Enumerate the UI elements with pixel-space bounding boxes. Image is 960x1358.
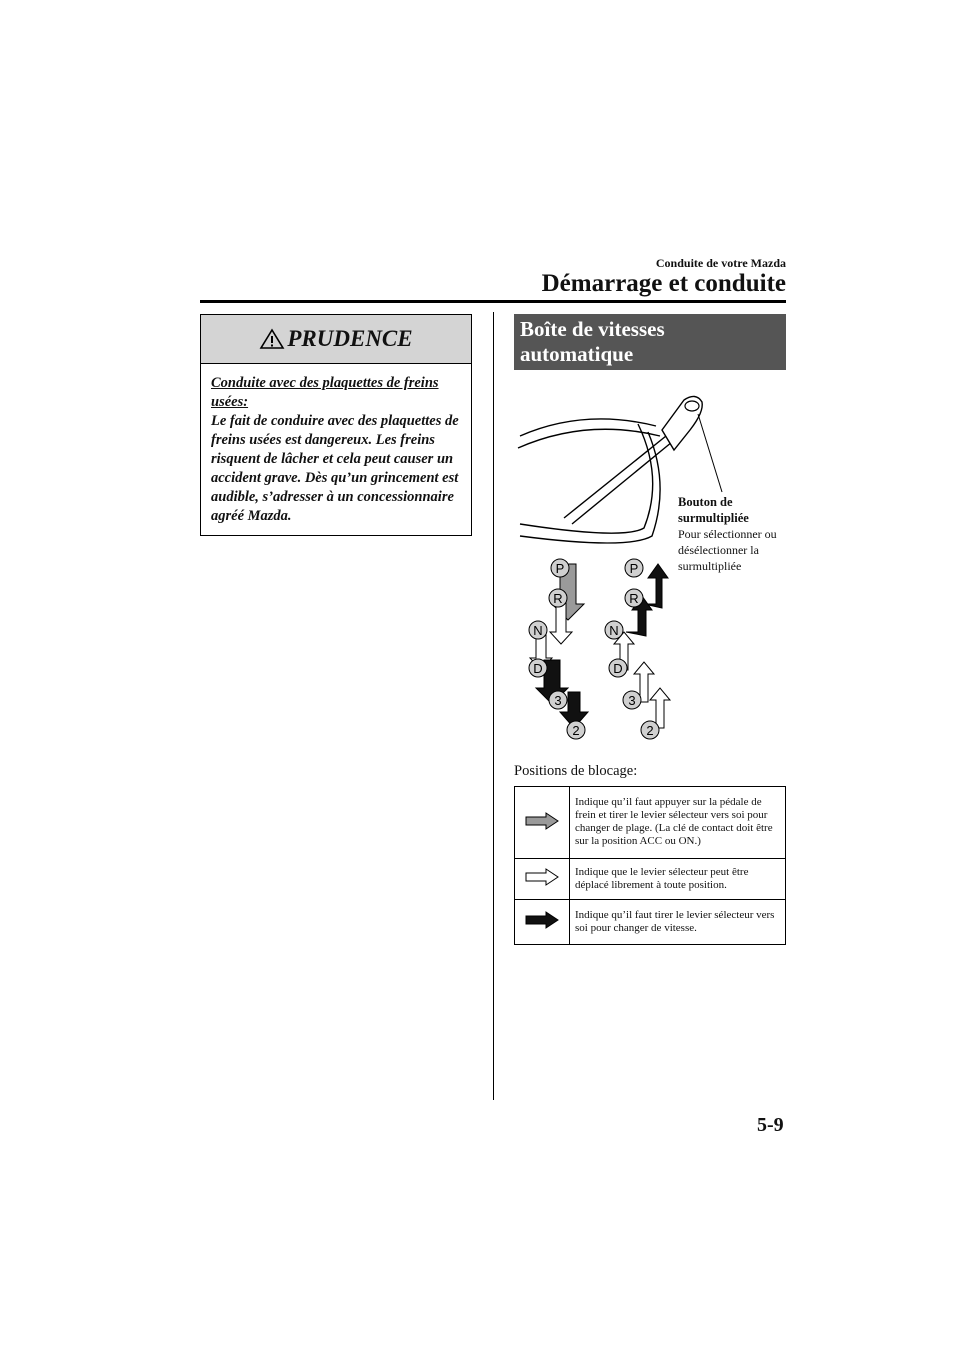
caution-header xyxy=(201,315,471,364)
svg-text:R: R xyxy=(629,591,639,606)
section-title-line1: Boîte de vitesses xyxy=(520,317,665,341)
gear-gate-left xyxy=(529,559,588,739)
header-rule xyxy=(200,300,786,303)
blocking-label: Positions de blocage: xyxy=(514,763,638,779)
svg-text:R: R xyxy=(553,591,563,606)
table-row xyxy=(515,787,786,859)
black-arrow-icon xyxy=(525,911,559,929)
table-row xyxy=(515,859,786,900)
caution-body xyxy=(201,364,471,526)
header-section: Conduite de votre Mazda xyxy=(655,256,786,270)
white-arrow-icon xyxy=(525,868,559,886)
legend-icon-cell xyxy=(515,859,570,900)
svg-text:P: P xyxy=(555,561,565,576)
blocking-legend-table xyxy=(514,786,786,945)
legend-icon-cell xyxy=(515,787,570,859)
svg-text:N: N xyxy=(609,623,619,638)
caution-subtitle: Conduite avec des plaquettes de freins usées: xyxy=(211,375,439,410)
svg-text:3: 3 xyxy=(628,693,636,708)
svg-text:2: 2 xyxy=(646,723,654,738)
legend-text: Indique que le levier sélecteur peut être déplacé librement à toute position. xyxy=(570,859,786,900)
section-heading xyxy=(514,314,786,370)
gray-arrow-icon xyxy=(525,812,559,830)
svg-text:2: 2 xyxy=(572,723,580,738)
page-title: Démarrage et conduite xyxy=(541,270,786,297)
svg-text:3: 3 xyxy=(554,693,562,708)
svg-text:D: D xyxy=(613,661,623,676)
table-row xyxy=(515,900,786,945)
caution-box xyxy=(200,314,472,536)
svg-text:N: N xyxy=(533,623,543,638)
legend-icon-cell xyxy=(515,900,570,945)
caution-text: Le fait de conduire avec des plaquettes de freins usées est dangereux. Les freins risquent de lâcher et cela peut causer un accident grave. Dès qu’un grincement est audible, s’adresser à un concessionnaire agréé Mazda. xyxy=(211,413,459,524)
legend-text: Indique qu’il faut appuyer sur la pédale de frein et tirer le levier sélecteur vers soi pour changer de plage. (La clé de contact doit être sur la position ACC ou ON.) xyxy=(570,787,786,859)
shift-lever-figure xyxy=(514,388,786,748)
gear-gate-right xyxy=(605,559,670,739)
overdrive-button-desc: Pour sélectionner ou désélectionner la surmultipliée xyxy=(678,527,777,573)
overdrive-button-label: Bouton de surmultipliée xyxy=(678,495,749,525)
page-number: 5-9 xyxy=(757,1114,784,1136)
column-divider xyxy=(493,312,494,1100)
overdrive-button-callout xyxy=(678,494,786,574)
warning-triangle-icon xyxy=(259,328,285,350)
caution-title: PRUDENCE xyxy=(287,326,413,351)
section-title-line2: automatique xyxy=(520,342,634,366)
svg-text:D: D xyxy=(533,661,543,676)
svg-text:P: P xyxy=(629,561,639,576)
legend-text: Indique qu’il faut tirer le levier sélecteur vers soi pour changer de vitesse. xyxy=(570,900,786,945)
